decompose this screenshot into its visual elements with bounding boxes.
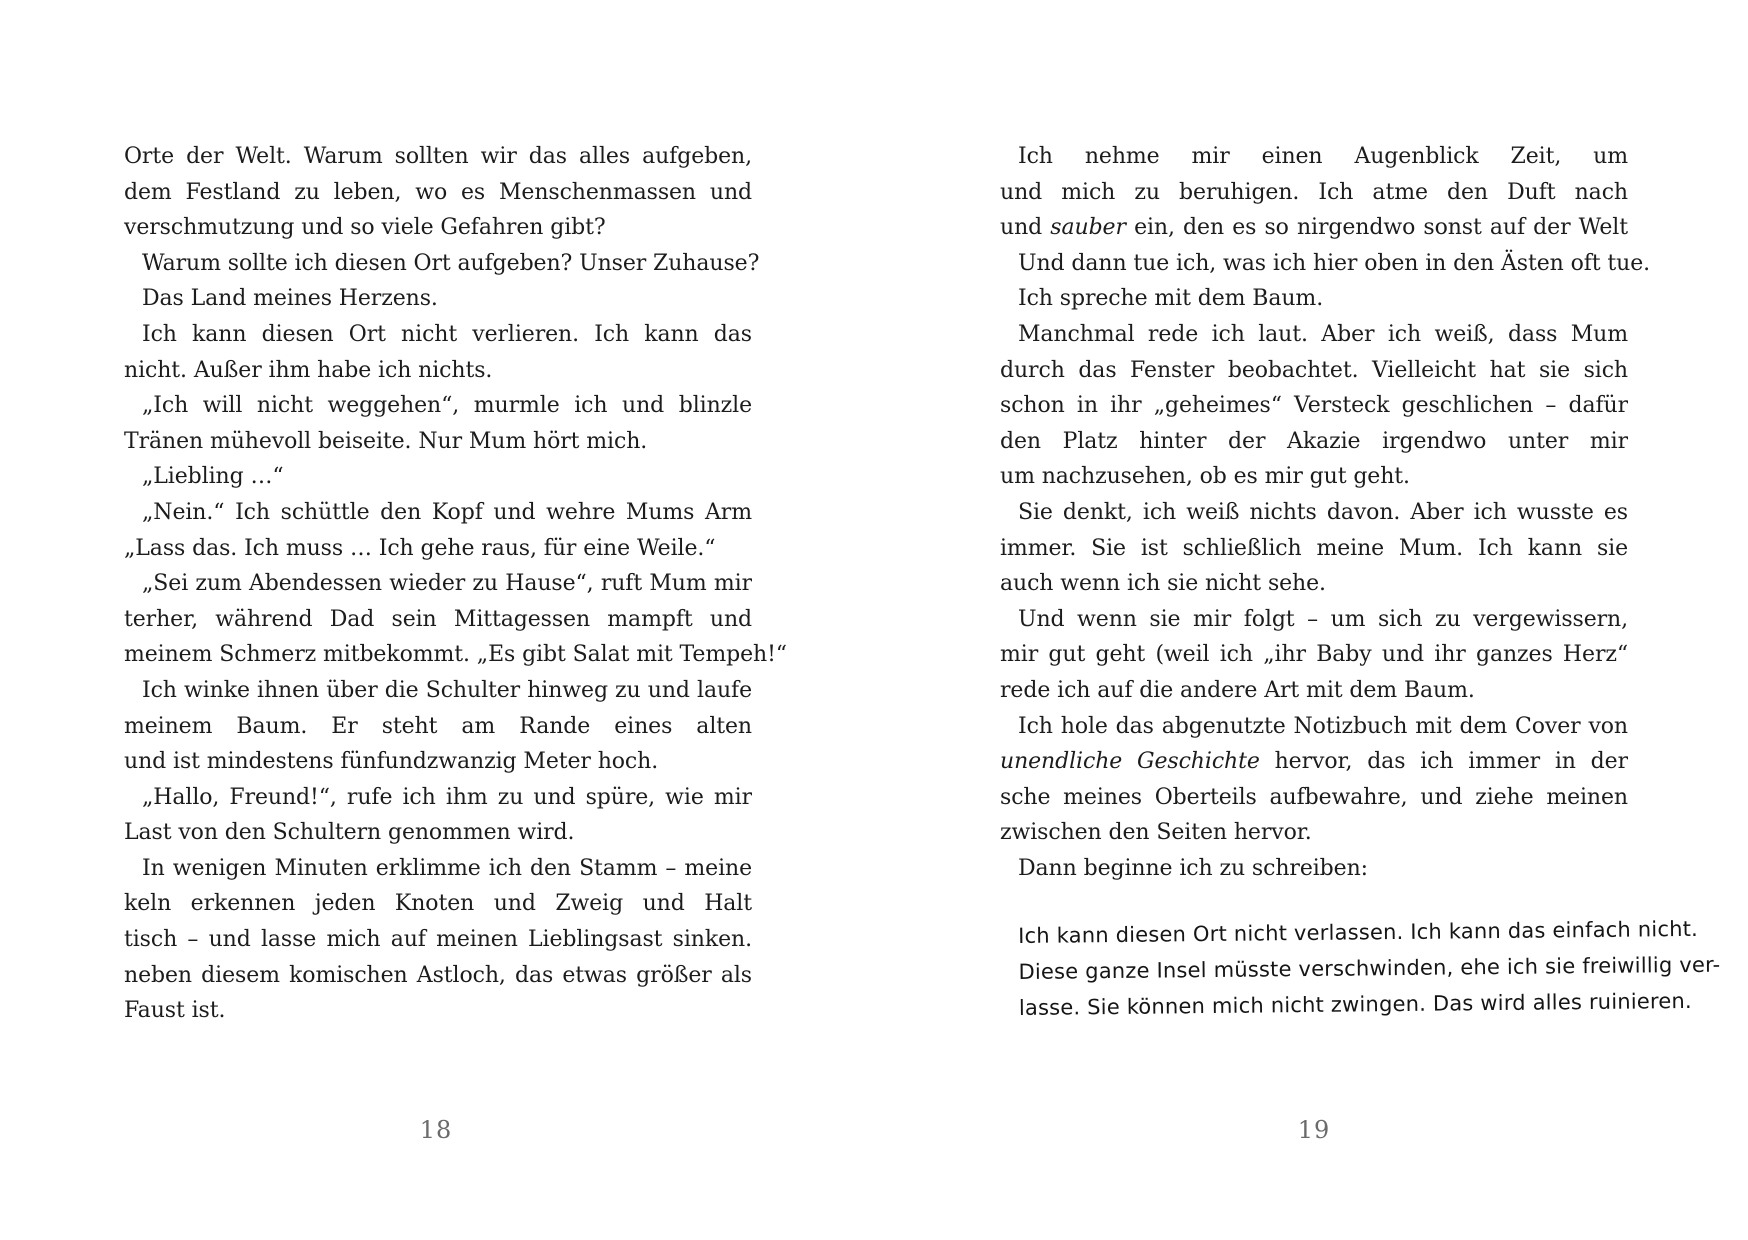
text-line: verschmutzung und so viele Gefahren gibt? [124,215,606,241]
text-line: „Hallo, Freund!“, rufe ich ihm zu und spüre, wie mir [142,784,752,810]
page-number: 18 [419,1116,453,1144]
text-line: und mich zu beruhigen. Ich atme den Duft nach [1000,179,1628,205]
text-line: neben diesem komischen Astloch, das etwas größer als [124,962,752,988]
text-line: „Lass das. Ich muss … Ich gehe raus, für eine Weile.“ [124,535,716,561]
text-line: Ich spreche mit dem Baum. [1018,286,1324,312]
text-line: sche meines Oberteils aufbewahre, und ziehe meinen [1000,784,1628,810]
handwritten-note [1018,912,1721,1026]
text-line: „Nein.“ Ich schüttle den Kopf und wehre Mums Arm [142,499,752,525]
handwritten-line: lasse. Sie können mich nicht zwingen. Das wird alles ruinieren. [1018,988,1692,1020]
text-line: Und dann tue ich, was ich hier oben in den Ästen oft tue. [1018,250,1651,276]
italic-title: unendliche Geschichte [1000,749,1260,775]
italic-word: sauber [1050,215,1126,241]
text-line [1000,709,1628,745]
right-page-text [1000,139,1651,886]
text-line: immer. Sie ist schließlich meine Mum. Ich kann sie [1000,535,1628,561]
text-line: Warum sollte ich diesen Ort aufgeben? Unser Zuhause? [142,250,760,276]
text-line: Sie denkt, ich weiß nichts davon. Aber ich wusste es [1018,499,1628,525]
text-line: durch das Fenster beobachtet. Vielleicht hat sie sich [1000,357,1628,383]
text-line: Und wenn sie mir folgt – um sich zu vergewissern, [1018,606,1628,632]
text-segment: und [1000,215,1043,241]
text-segment: Ich hole das abgenutzte Notizbuch mit dem Cover von [1018,713,1628,739]
text-line: meinem Schmerz mitbekommt. „Es gibt Salat mit Tempeh!“ [124,642,787,668]
text-line: keln erkennen jeden Knoten und Zweig und Halt [124,891,752,917]
text-line: terher, während Dad sein Mittagessen mampft und [124,606,752,632]
handwritten-line: Ich kann diesen Ort nicht verlassen. Ich kann das einfach nicht. [1018,916,1699,948]
handwritten-line: Diese ganze Insel müsste verschwinden, ehe ich sie freiwillig ver- [1018,952,1721,984]
text-segment: hervor, das ich immer in der [1274,749,1628,775]
text-line: tisch – und lasse mich auf meinen Lieblingsast sinken. [124,927,752,953]
text-line: Last von den Schultern genommen wird. [124,820,575,846]
text-line [1000,744,1628,780]
text-line: rede ich auf die andere Art mit dem Baum. [1000,677,1475,703]
text-line: meinem Baum. Er steht am Rande eines alten [124,713,752,739]
text-line: In wenigen Minuten erklimme ich den Stamm – meine [142,855,752,881]
page-number: 19 [1297,1116,1331,1144]
text-line: Ich nehme mir einen Augenblick Zeit, um [1018,144,1628,169]
text-line: „Sei zum Abendessen wieder zu Hause“, ruft Mum mir [142,571,752,597]
text-line: Ich kann diesen Ort nicht verlieren. Ich kann das [142,321,752,347]
text-line: zwischen den Seiten hervor. [1000,820,1312,846]
text-line: den Platz hinter der Akazie irgendwo unter mir [1000,428,1628,454]
text-line: Ich winke ihnen über die Schulter hinweg zu und laufe [142,677,752,703]
text-line: schon in ihr „geheimes“ Versteck geschlichen – dafür [1000,393,1628,419]
text-line: Manchmal rede ich laut. Aber ich weiß, dass Mum [1018,321,1628,347]
text-line: und ist mindestens fünfundzwanzig Meter hoch. [124,749,659,775]
left-page-text [124,139,787,1029]
text-line: Tränen mühevoll beiseite. Nur Mum hört mich. [124,428,648,454]
text-line: Faust ist. [124,998,226,1024]
text-line: Das Land meines Herzens. [142,286,438,312]
text-line: „Ich will nicht weggehen“, murmle ich und blinzle [142,393,752,419]
text-line: Dann beginne ich zu schreiben: [1018,855,1368,881]
text-line: dem Festland zu leben, wo es Menschenmassen und [124,179,752,205]
text-segment: ein, den es so nirgendwo sonst auf der Welt [1134,215,1628,241]
text-line [1000,210,1628,246]
text-line: mir gut geht (weil ich „ihr Baby und ihr ganzes Herz“ [1000,642,1628,668]
text-line: „Liebling …“ [142,464,284,490]
text-line: auch wenn ich sie nicht sehe. [1000,571,1326,597]
text-line: Orte der Welt. Warum sollten wir das alles aufgeben, [124,144,752,169]
text-line: um nachzusehen, ob es mir gut geht. [1000,464,1410,490]
text-line: nicht. Außer ihm habe ich nichts. [124,357,493,383]
right-page [874,0,1748,1240]
